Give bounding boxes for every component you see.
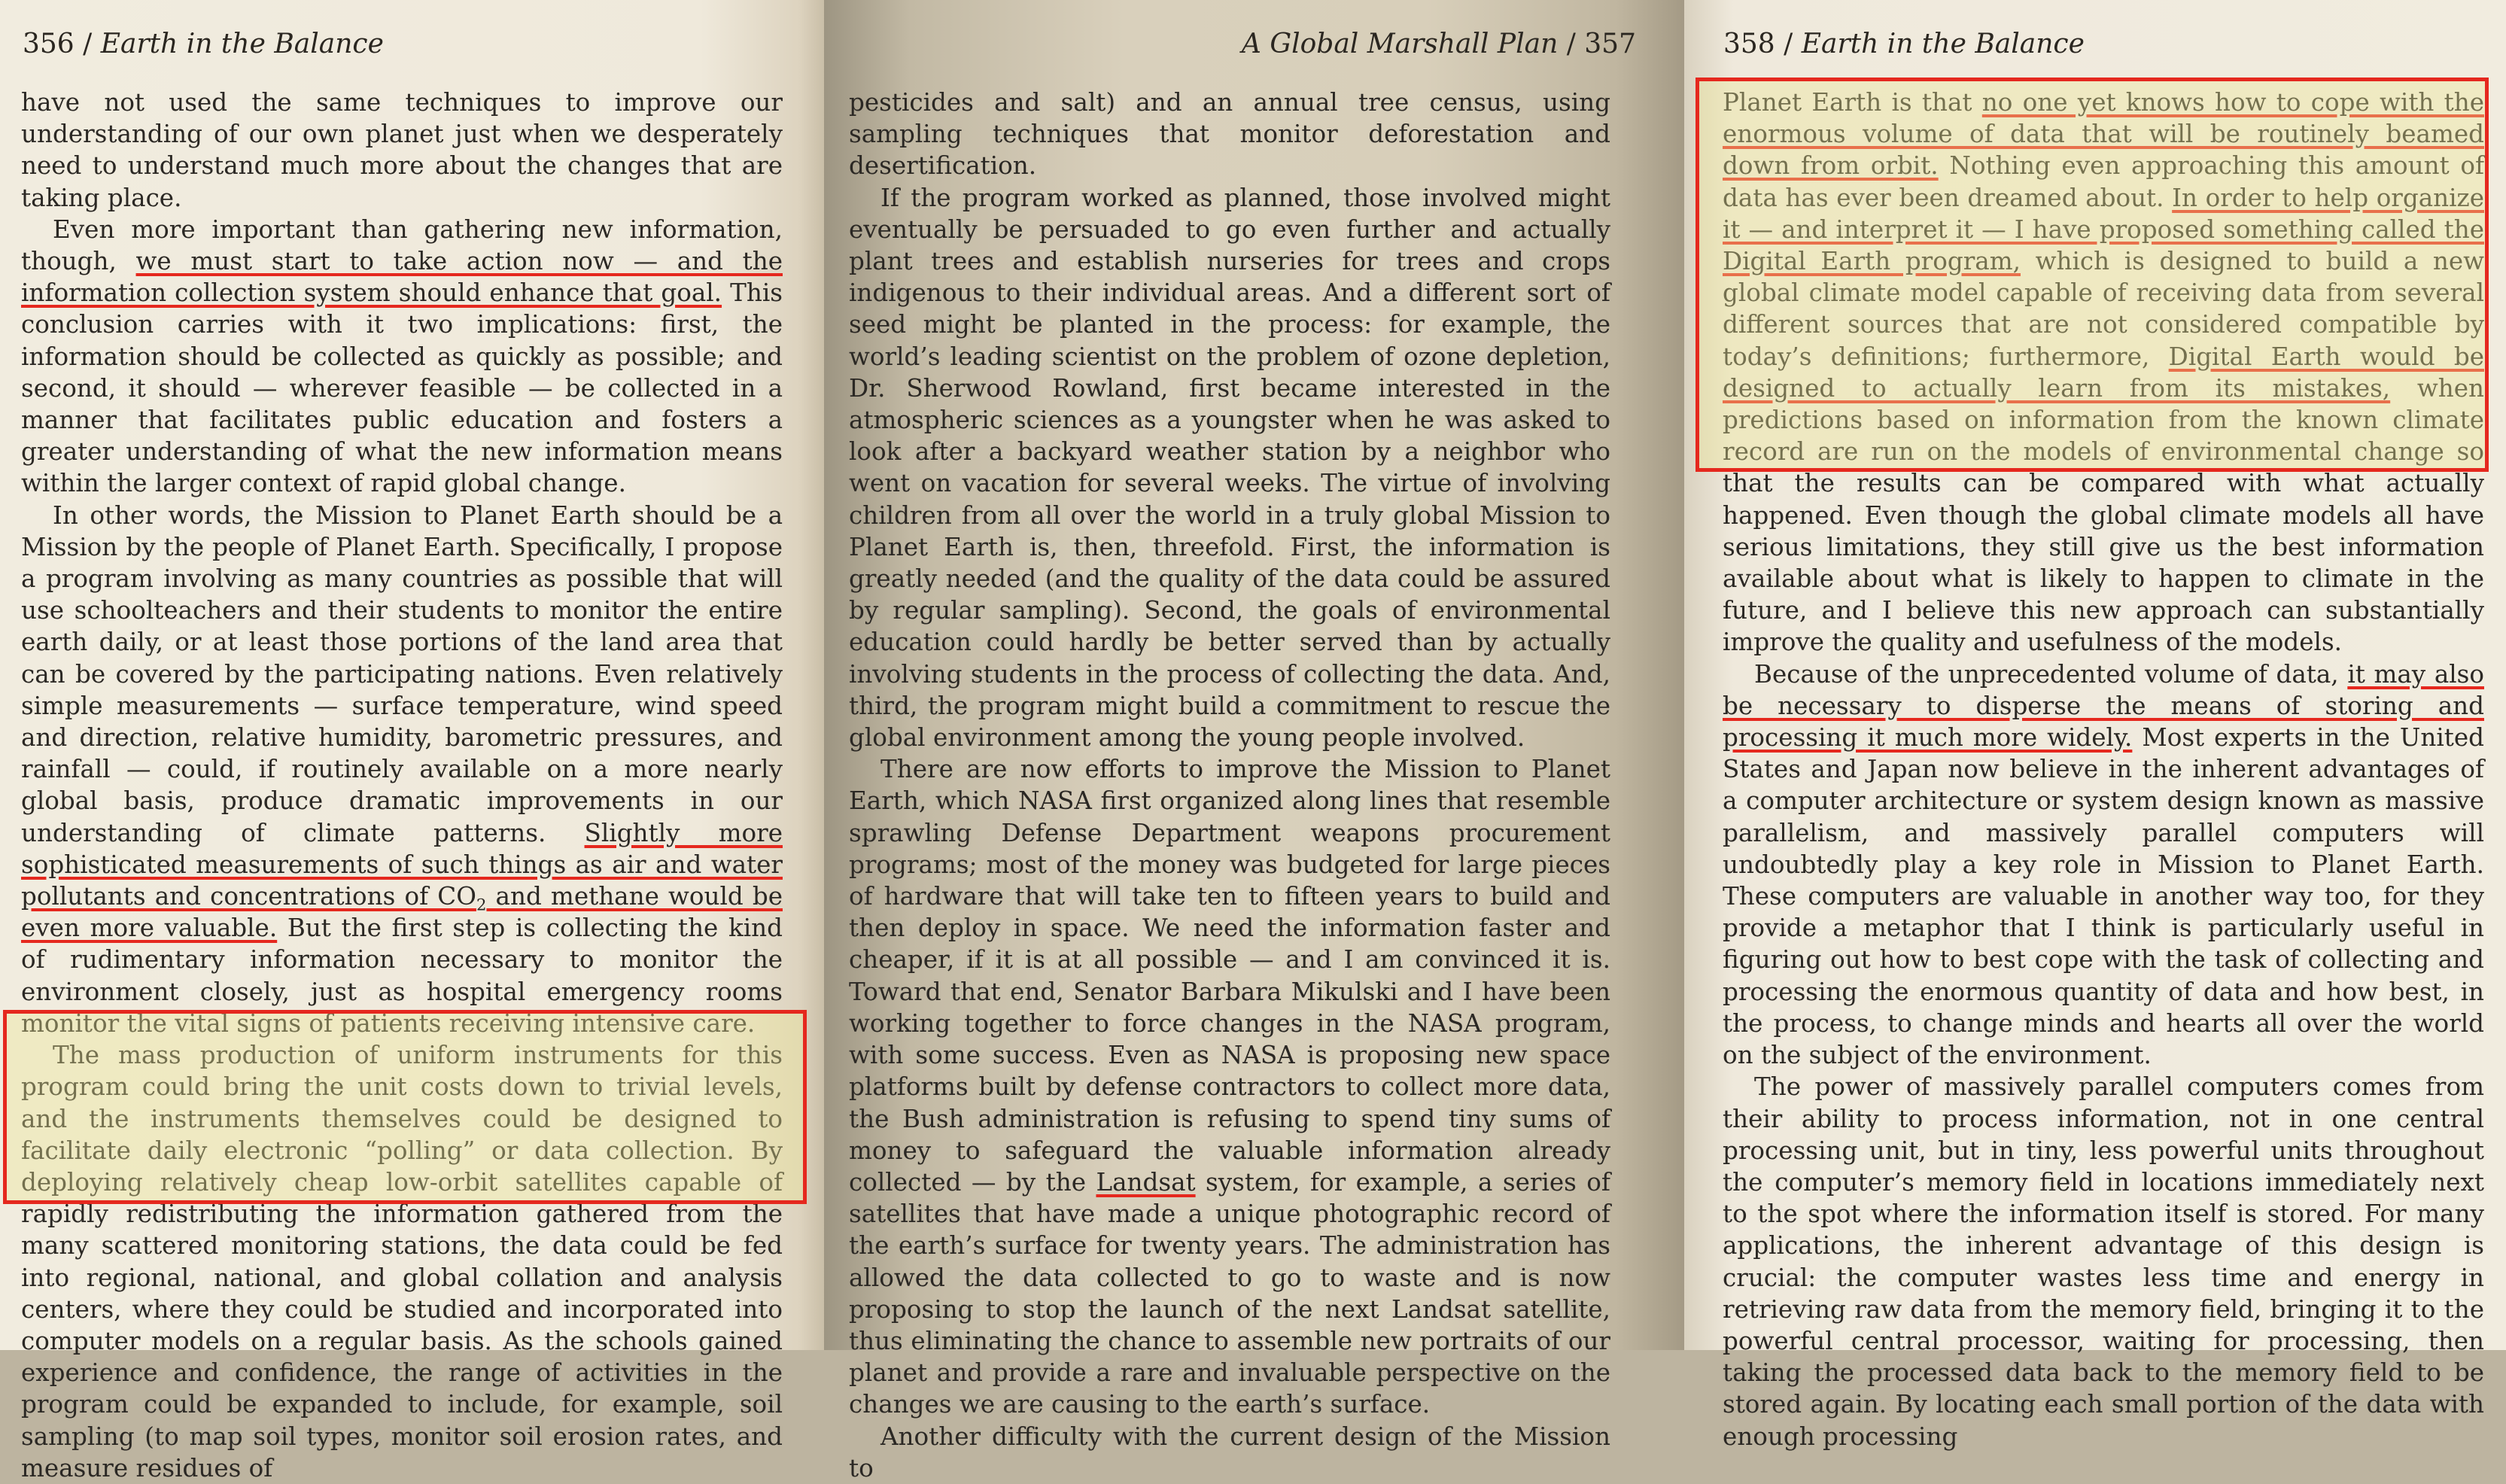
- page-number: 358 /: [1723, 29, 1802, 59]
- paragraph: The power of massively parallel computers comes from their ability to process information, not in one central processing unit, but in tiny, less powerful units throughout the computer’s memory field in locations immediately next to the spot where the information itself is stored. For many applications, the inherent advantage of this design is crucial: the computer wastes less time and energy in retrieving raw data from the memory field, bringing it to the powerful central processor, waiting for processing, then taking the processed data back to the memory field to be stored again. By locating each small portion of the data with enough processing: [1723, 1072, 2484, 1451]
- page-body: [849, 87, 1610, 1484]
- paragraph: There are now efforts to improve the Mission to Planet Earth, which NASA first organized along lines that resemble sprawling Defense Department weapons procurement programs; most of the money was budgeted for large pieces of hardware that will take ten to fifteen years to build and then deploy in space. We need the information faster and cheaper, if it is at all possible — and I am convinced it is. Toward that end, Senator Barbara Mikulski and I have been working together to force changes in the NASA program, with some success. Even as NASA is proposing new space platforms built by defense contractors to collect more data, the Bush administration is refusing to spend tiny sums of money to safeguard the valuable information already collected — by the Landsat system, for example, a series of satellites that have made a unique photographic record of the earth’s surface for twenty years. The administration has allowed the data collected to go to waste and is now proposing to stop the launch of the next Landsat satellite, thus eliminating the chance to assemble new portraits of our planet and provide a rare and invaluable perspective on the changes we are causing to the earth’s surface.: [849, 755, 1610, 1419]
- paragraph: Even more important than gathering new information, though, we must start to take action now — and the information collection system should enhance that goal. This conclusion carries with it two implications: first, the information should be collected as quickly as possible; and second, it should — wherever feasible — be collected in a manner that facilitates public education and fosters a greater understanding of what the new information means within the larger context of rapid global change.: [21, 214, 783, 498]
- paragraph: Planet Earth is that no one yet knows how to cope with the enormous volume of data that will be routinely beamed down from orbit. Nothing even approaching this amount of data has ever been dreamed about. In order to help organize it — and interpret it — I have proposed something called the Digital Earth program, which is designed to build a new global climate model capable of receiving data from several different sources that are not considered compatible by today’s definitions; furthermore, Digital Earth would be designed to actually learn from its mistakes, when predictions based on information from the known climate record are run on the models of environmental change so that the results can be compared with what actually happened. Even though the global climate models all have serious limitations, they still give us the best information available about what is likely to happen to climate in the future, and I believe this new approach can substantially improve the quality and usefulness of the models.: [1723, 88, 2485, 657]
- paragraph: In other words, the Mission to Planet Earth should be a Mission by the people of Planet Earth. Specifically, I propose a program involving as many countries as possible that will use schoolteachers and their students to monitor the entire earth daily, or at least those portions of the land area that can be covered by the participating nations. Even relatively simple measurements — surface temperature, wind speed and direction, relative humidity, barometric pressures, and rainfall — could, if routinely available on a more nearly global basis, produce dramatic improvements in our understanding of climate patterns. Slightly more sophisticated measurements of such things as air and water pollutants and concentrations of $CO_2$ and methane would be even more valuable. But the first step is collecting the kind of rudimentary information necessary to monitor the environment closely, just as hospital emergency rooms monitor the vital signs of patients receiving intensive care.: [21, 500, 783, 1038]
- underlined-passage: no one yet knows how to cope with the enormous volume of data that will be routinely beamed down from orbit.: [1723, 88, 2485, 181]
- page-header: [1723, 29, 2085, 59]
- paragraph: Another difficulty with the current design of the Mission to: [849, 1422, 1610, 1482]
- paragraph: have not used the same techniques to improve our understanding of our own planet just when we desperately need to understand much more about the changes that are taking place.: [21, 88, 783, 212]
- page-number: / 357: [1558, 29, 1636, 59]
- boxed-passage: “polling” or data collection. By deploying relatively cheap low-orbit satellites capable of rapidly redistributing the information gathered from the many scattered monitoring stations, the data could be fed into regional, national, and global collation and analysis centers, where they could be studied and incorporated into computer models on a regular basis.: [21, 1136, 783, 1355]
- page-358: [1684, 0, 2506, 1451]
- page-body: [21, 87, 783, 1484]
- chapter-title: A Global Marshall Plan: [1241, 29, 1559, 59]
- paragraph: pesticides and salt) and an annual tree census, using sampling techniques that monitor deforestation and desertification.: [849, 88, 1610, 181]
- page-header: [23, 29, 384, 59]
- book-title: Earth in the Balance: [100, 29, 384, 59]
- paragraph: If the program worked as planned, those involved might eventually be persuaded to go even further and actually plant trees and establish nurseries for trees and crops indigenous to their individual areas. And a different sort of seed might be planted in the process: for example, the world’s leading scientist on the problem of ozone depletion, Dr. Sherwood Rowland, first became interested in the atmospheric sciences as a youngster when he was asked to look after a backyard weather station by a neighbor who went on vacation for several weeks. The virtue of involving children from all over the world in a truly global Mission to Planet Earth is, then, threefold. First, the information is greatly needed (and the quality of the data could be assured by regular sampling). Second, the goals of environmental education could hardly be better served than by actually involving students in the process of collecting the data. And, third, the program might build a commitment to rescue the global environment among the young people involved.: [849, 183, 1610, 753]
- underlined-passage: Digital Earth would be designed to actually learn from its mistakes,: [1723, 342, 2484, 403]
- page-356: [0, 0, 824, 1482]
- page-body: [1723, 87, 2484, 1452]
- page-number: 356 /: [23, 29, 101, 59]
- page-header: [1242, 29, 1636, 59]
- underlined-passage: In order to help organize it — and interpret it — I have proposed something called the Digital Earth program,: [1723, 183, 2484, 276]
- page-357: [824, 0, 1684, 1482]
- underlined-passage: it may also be necessary to disperse the means of storing and processing it much more widely.: [1723, 659, 2484, 753]
- book-title: Earth in the Balance: [1801, 29, 2085, 59]
- underlined-word: Landsat: [1096, 1167, 1196, 1197]
- underlined-passage: Slightly more sophisticated measurements of such things as air and water pollutants and concentrations of $CO_2$ and methane would be even more valuable.: [21, 818, 783, 943]
- paragraph: Because of the unprecedented volume of data, it may also be necessary to disperse the means of storing and processing it much more widely. Most experts in the United States and Japan now believe in the inherent advantages of a computer architecture or system design known as massive parallelism, and massively parallel computers will undoubtedly play a key role in Mission to Planet Earth. These computers are valuable in another way too, for they provide a metaphor that I think is particularly useful in figuring out how to best cope with the task of collecting and processing the enormous quantity of data and how best, in the process, to change minds and hearts all over the world on the subject of the environment.: [1723, 659, 2484, 1070]
- paragraph: The mass production of uniform instruments for this program could bring the unit costs down to trivial levels, and the instruments themselves could be designed to facilitate daily electronic “polling” or data collection. By deploying relatively cheap low-orbit satellites capable of rapidly redistributing the information gathered from the many scattered monitoring stations, the data could be fed into regional, national, and global collation and analysis centers, where they could be studied and incorporated into computer models on a regular basis. As the schools gained experience and confidence, the range of activities in the program could be expanded to include, for example, soil sampling (to map soil types, monitor soil erosion rates, and measure residues of: [21, 1041, 783, 1482]
- underlined-passage: we must start to take action now — and the information collection system should enhance that goal.: [21, 247, 783, 308]
